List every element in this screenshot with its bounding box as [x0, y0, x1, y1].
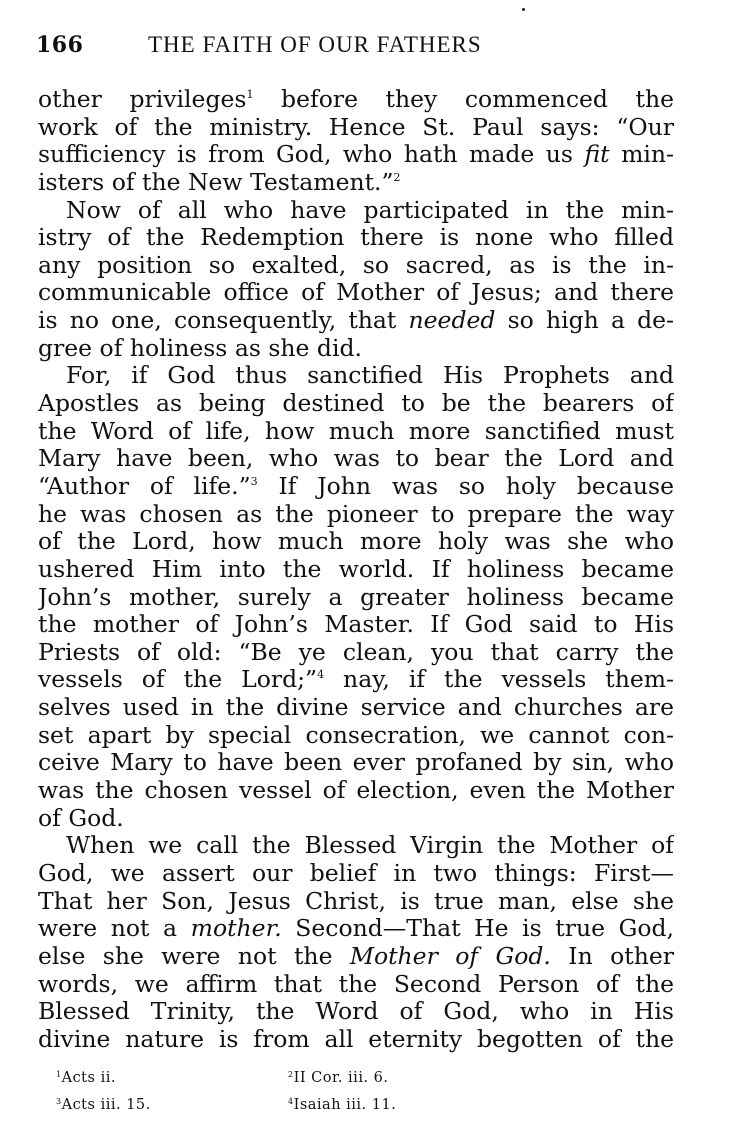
footnote-text: II Cor. iii. 6.: [293, 1070, 389, 1086]
text-run: the mother of John’s Master. If God said to His: [38, 611, 674, 639]
text-line: [38, 473, 674, 501]
footnote-4: [288, 1097, 396, 1113]
text-run: John’s mother, surely a greater holiness became: [38, 583, 674, 611]
text-line: [38, 445, 674, 473]
text-line: [38, 279, 674, 307]
text-run: God, we assert our belief in two things: First—: [38, 859, 674, 887]
footnote-ref: 4: [317, 668, 325, 682]
text-run: Now of all who have participated in the min-: [66, 196, 674, 224]
text-run: ceive Mary to have been ever profaned by sin, who: [38, 749, 674, 777]
text-line: [38, 1026, 674, 1054]
footnote-2: [288, 1070, 389, 1086]
text-run: words, we affirm that the Second Person of the: [38, 970, 674, 998]
text-line: [38, 998, 674, 1026]
footnote-3: [56, 1097, 151, 1113]
text-run: min-: [609, 141, 674, 169]
text-line: [38, 971, 674, 999]
text-run: vessels of the Lord;”: [38, 666, 318, 694]
footnote-ref: 3: [250, 474, 258, 488]
text-run: were not a: [38, 915, 191, 943]
text-line: [38, 224, 674, 252]
text-run: of God.: [38, 804, 124, 832]
text-line: [38, 584, 674, 612]
text-run: isters of the New Testament.”: [38, 168, 394, 196]
text-line: [38, 141, 674, 169]
running-header: [36, 32, 676, 62]
text-line: [38, 556, 674, 584]
text-run: was the chosen vessel of election, even the Mother: [38, 777, 674, 805]
print-speck: [522, 8, 525, 11]
footnote-mark: 2: [288, 1070, 294, 1079]
italic-text: Mother of God.: [349, 942, 551, 970]
running-title: THE FAITH OF OUR FATHERS: [148, 32, 482, 57]
text-run: If John was so holy because: [257, 472, 674, 500]
text-line: [38, 362, 674, 390]
text-run: communicable office of Mother of Jesus; and there: [38, 279, 674, 307]
text-line: [38, 501, 674, 529]
text-line: [38, 943, 674, 971]
italic-text: fit: [584, 141, 610, 169]
text-line: [38, 335, 674, 363]
footnote-mark: 3: [56, 1097, 62, 1106]
text-run: Blessed Trinity, the Word of God, who in His: [38, 998, 674, 1026]
text-run: Priests of old: “Be ye clean, you that carry the: [38, 638, 674, 666]
text-line: [38, 860, 674, 888]
text-run: When we call the Blessed Virgin the Mother of: [66, 832, 674, 860]
text-line: [38, 694, 674, 722]
text-run: “Author of life.”: [38, 472, 251, 500]
text-run: is no one, consequently, that: [38, 307, 409, 335]
text-run: gree of holiness as she did.: [38, 334, 363, 362]
text-run: selves used in the divine service and churches are: [38, 694, 674, 722]
text-line: [38, 307, 674, 335]
text-run: Apostles as being destined to be the bearers of: [38, 390, 674, 418]
text-line: [38, 639, 674, 667]
text-run: For, if God thus sanctified His Prophets and: [66, 362, 674, 390]
footnote-1: [56, 1070, 116, 1086]
text-run: he was chosen as the pioneer to prepare the way: [38, 500, 674, 528]
text-run: else she were not the: [38, 942, 350, 970]
text-run: other privileges: [38, 86, 247, 113]
text-line: [38, 749, 674, 777]
text-run: That her Son, Jesus Christ, is true man, else she: [38, 887, 674, 915]
text-line: [38, 390, 674, 418]
text-run: the Word of life, how much more sanctified must: [38, 417, 674, 445]
text-line: [38, 611, 674, 639]
italic-text: mother.: [190, 915, 282, 943]
text-run: of the Lord, how much more holy was she who: [38, 528, 674, 556]
text-line: [38, 832, 674, 860]
body-text: [38, 86, 674, 1053]
text-run: divine nature is from all eternity begotten of the: [38, 1025, 674, 1053]
text-line: [38, 252, 674, 280]
footnote-ref: 1: [246, 88, 254, 101]
text-line: [38, 805, 674, 833]
footnote-mark: 1: [56, 1070, 62, 1079]
text-run: Second—That He is true God,: [281, 915, 674, 943]
footnote-mark: 4: [288, 1097, 294, 1106]
text-line: [38, 528, 674, 556]
footnote-ref: 2: [393, 170, 401, 184]
text-run: nay, if the vessels them-: [324, 666, 674, 694]
text-line: [38, 86, 674, 114]
text-line: [38, 777, 674, 805]
text-run: Mary have been, who was to bear the Lord and: [38, 445, 674, 473]
text-run: In other: [550, 942, 674, 970]
italic-text: needed: [408, 307, 496, 335]
text-run: ushered Him into the world. If holiness became: [38, 555, 674, 583]
text-line: [38, 915, 674, 943]
text-run: work of the ministry. Hence St. Paul says: “Our: [38, 113, 674, 141]
text-line: [38, 169, 674, 197]
text-line: [38, 666, 674, 694]
footnote-text: Acts iii. 15.: [61, 1097, 151, 1113]
text-run: before they commenced the: [253, 86, 674, 113]
text-run: so high a de-: [495, 307, 674, 335]
text-line: [38, 114, 674, 142]
text-line: [38, 418, 674, 446]
text-line: [38, 722, 674, 750]
text-run: set apart by special consecration, we cannot con-: [38, 721, 674, 749]
footnote-text: Acts ii.: [61, 1070, 116, 1086]
text-run: any position so exalted, so sacred, as is the in-: [38, 251, 674, 279]
text-run: istry of the Redemption there is none who filled: [38, 224, 674, 252]
text-line: [38, 888, 674, 916]
text-line: [38, 197, 674, 225]
text-run: sufficiency is from God, who hath made us: [38, 141, 585, 169]
page-number: 166: [36, 32, 84, 58]
footnote-text: Isaiah iii. 11.: [293, 1097, 397, 1113]
